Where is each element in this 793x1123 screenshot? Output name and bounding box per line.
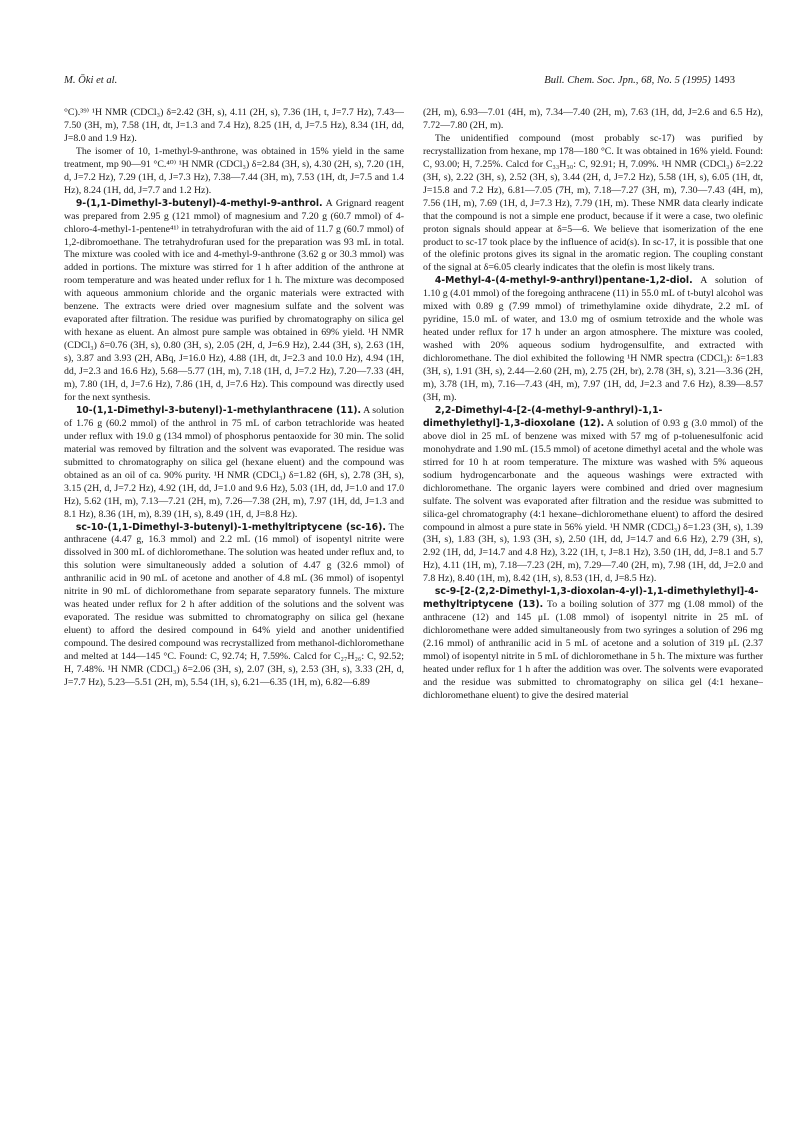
running-header: [64, 75, 735, 91]
paragraph: [64, 198, 404, 405]
paragraph-text: °C).³⁹⁾ ¹H NMR (CDCl₃) δ=2.42 (3H, s), 4.11 (2H, s), 7.36 (1H, t, J=7.7 Hz), 7.43—7.50 (3H, m), 7.58 (1H, dt, J=1.3 and 7.4 Hz), 8.25 (1H, d, J=7.5 Hz), 8.34 (1H, dd, J=8.0 and 1.9 Hz).: [64, 107, 404, 144]
paragraph: [64, 522, 404, 690]
paragraph-text: A solution of 0.93 g (3.0 mmol) of the above diol in 25 mL of benzene was mixed with 57 mg of p-toluenesulfonic acid monohydrate and 1.90 mL (15.5 mmol) of acetone dimethyl acetal and the whole was stirred for 10 h at room temperature. The mixture was washed with 5% aqueous sodium hydrogencarbonate and the aqueous washings were extracted with dichloromethane. The organic layers were combined and dried over magnesium sulfate. The solvent was evaporated after filtration and the residue was submitted to silica-gel chromatography (4:1 hexane–dichloromethane eluent) to afford the desired compound in almost a pure state in 56% yield. ¹H NMR (CDCl₃) δ=1.23 (3H, s), 1.39 (3H, s), 1.83 (3H, s), 1.93 (3H, s), 2.50 (1H, dd, J=14.7 and 6.6 Hz), 2.79 (3H, s), 2.92 (1H, dd, J=14.7 and 4.8 Hz), 3.22 (1H, t, J=8.1 Hz), 3.50 (1H, dd, J=8.1 and 5.7 Hz), 4.11 (1H, m), 7.18—7.23 (2H, m), 7.29—7.40 (2H, m), 7.98 (1H, dd, J=2.0 and 7.8 Hz), 8.40 (1H, m), 8.42 (1H, s), 8.53 (1H, d, J=8.5 Hz).: [423, 417, 763, 585]
paragraph: [423, 275, 763, 405]
header-citation: [544, 75, 735, 86]
section-heading: 2,2-Dimethyl-4-[2-(4-methyl-9-anthryl)-1,1-dimethylethyl]-1,3-dioxolane (12).: [423, 404, 663, 429]
right-column: [423, 107, 763, 1107]
paragraph-text: The unidentified compound (most probably sc-17) was purified by recrystallization from hexane, mp 178—180 °C. It was obtained in 16% yield. Found: C, 93.00; H, 7.25%. Calcd for C₃₃H₃₀: C, 92.91; H, 7.09%. ¹H NMR (CDCl₃) δ=2.22 (3H, s), 2.22 (3H, s), 2.52 (3H, s), 3.44 (2H, d, J=7.2 Hz), 5.58 (1H, s), 6.05 (1H, dt, J=15.8 and 7.2 Hz), 6.81—7.05 (7H, m), 7.18—7.27 (3H, m), 7.30—7.43 (4H, m), 7.56 (1H, m), 7.69 (1H, d, J=7.3 Hz), 7.79 (1H, m). These NMR data clearly indicate that the compound is not a simple ene product, because if it were a case, two olefinic proton signals should appear at δ=5—6. We believe that isomerization of the ene product to sc-17 took place by the influence of acid(s). In sc-17, it is possible that one of the olefinic protons gives its signal in the aromatic region. The coupling constant of the signal at δ=6.05 clearly indicates that the olefin is most likely trans.: [423, 132, 763, 274]
page-number: 1493: [713, 75, 735, 86]
header-journal: Bull. Chem. Soc. Jpn., 68, No. 5 (1995): [544, 75, 711, 86]
paragraph-text: A solution of 1.76 g (60.2 mmol) of the anthrol in 75 mL of carbon tetrachloride was heated under reflux with 19.0 g (134 mmol) of phosphorus pentaoxide for 30 min. The solid material was removed by filtration and the solvent was evaporated. The residue was submitted to chromatography on silica gel (hexane eluent) and the compound was obtained as an oil of ca. 90% purity. ¹H NMR (CDCl₃) δ=1.82 (6H, s), 2.78 (3H, s), 3.15 (2H, d, J=7.2 Hz), 4.92 (1H, dd, J=1.0 and 9.6 Hz), 5.03 (1H, dd, J=1.0 and 17.0 Hz), 5.62 (1H, m), 7.13—7.21 (2H, m), 7.26—7.38 (2H, m), 7.97 (1H, dd, J=1.3 and 8.1 Hz), 8.36 (1H, m), 8.39 (1H, s), 8.49 (1H, d, J=8.8 Hz).: [64, 404, 404, 520]
header-authors: M. Ōki et al.: [64, 75, 118, 86]
paragraph-text: The anthracene (4.47 g, 16.3 mmol) and 2.2 mL (16 mmol) of isopentyl nitrite were dissolved in 300 mL of dichloromethane. The solution was heated under reflux and, to this solution were simultaneously added a solution of 4.47 g (32.6 mmol) of anthranilic acid in 90 mL of acetone and another of 4.8 mL (36 mmol) of isopentyl nitrite in 90 mL of dichloromethane from separate separatory funnels. The mixture was heated under reflux for 2 h after addition of the solutions and the solvent was evaporated. The residue was submitted to chromatography on silica gel (hexane eluent) to afford the desired compound in 64% yield and another unidentified compound. The desired compound was recrystallized from methanol-dichloromethane and melted at 144—145 °C. Found: C, 92.74; H, 7.59%. Calcd for C₂₇H₂₆: C, 92.52; H, 7.48%. ¹H NMR (CDCl₃) δ=2.06 (3H, s), 2.07 (3H, s), 2.53 (3H, s), 3.33 (2H, d, J=7.7 Hz), 5.23—5.51 (2H, m), 5.54 (1H, s), 6.21—6.35 (1H, m), 6.82—6.89: [64, 521, 404, 688]
paragraph: [423, 586, 763, 703]
paragraph: [423, 133, 763, 275]
paragraph: [423, 107, 763, 133]
paragraph-text: A solution of 1.10 g (4.01 mmol) of the foregoing anthracene (11) in 55.0 mL of t-butyl alcohol was mixed with 0.89 g (7.99 mmol) of trimethylamine oxide dihydrate, 2.2 mL of pyridine, 15.0 mL of water, and 13.0 mg of osmium tetroxide and the whole was heated under reflux for 17 h under an argon atmosphere. The mixture was cooled, washed with 20% aqueous sodium hydrogensulfite, and extracted with dichloromethane. The diol exhibited the following ¹H NMR spectra (CDCl₃): δ=1.83 (3H, s), 1.91 (3H, s), 2.44—2.60 (2H, m), 2.75 (2H, br), 2.78 (3H, s), 3.21—3.36 (2H, m), 3.78 (1H, m), 7.16—7.43 (4H, m), 7.97 (1H, dd, J=2.3 and 7.6 Hz), 8.39—8.57 (3H, m).: [423, 275, 763, 403]
section-heading: 9-(1,1-Dimethyl-3-butenyl)-4-methyl-9-anthrol.: [75, 197, 323, 209]
paragraph-text: A Grignard reagent was prepared from 2.95 g (121 mmol) of magnesium and 7.20 g (60.7 mmol) of 4-chloro-4-methyl-1-pentene⁴¹⁾ in tetrahydrofuran with the aid of 11.7 g (60.7 mmol) of 1,2-dibromoethane. The tetrahydrofuran used for the preparation was 93 mL in total. The mixture was cooled with ice and 4-methyl-9-anthrone (3.62 g or 30.3 mmol) was added in portions. The mixture was stirred for 1 h after addition of the anthrone at room temperature and was heated under reflux for 1 h. The mixture was decomposed with aqueous ammonium chloride and the organic materials were extracted with benzene. The extracts were dried over magnesium sulfate and the solvent was evaporated after filtration. The residue was purified by chromatography on silica gel with hexane as eluent. An almost pure sample was obtained in 69% yield. ¹H NMR (CDCl₃) δ=0.76 (3H, s), 0.80 (3H, s), 2.05 (2H, d, J=6.9 Hz), 2.44 (3H, s), 2.63 (1H, s), 3.87 and 3.93 (2H, ABq, J=16.0 Hz), 4.88 (1H, dt, J=2.3 and 10.0 Hz), 4.94 (1H, dd, J=2.3 and 16.6 Hz), 5.68—5.77 (1H, m), 7.18 (1H, d, J=7.2 Hz), 7.20—7.33 (4H, m), 7.80 (1H, d, J=7.6 Hz), 7.86 (1H, d, J=7.6 Hz). This compound was directly used for the next synthesis.: [64, 197, 404, 403]
paragraph-text: To a boiling solution of 377 mg (1.08 mmol) of the anthracene (12) and 145 μL (1.08 mmol) of isopentyl nitrite in 25 mL of dichloromethane were added simultaneously from two syringes a solution of 296 mg (2.16 mmol) of anthranilic acid in 5 mL of acetone and a solution of 319 μL (2.37 mmol) of isopentyl nitrite in 5 mL of dichloromethane in 5 h. The mixture was further heated under reflux for 1 h after the addition was over. The solvents were evaporated and the residue was submitted to chromatography on silica gel (4:1 hexane–dichloromethane eluent) to give the desired material: [423, 599, 763, 701]
paragraph-text: The isomer of 10, 1-methyl-9-anthrone, was obtained in 15% yield in the same treatment, mp 90—91 °C.⁴⁰⁾ ¹H NMR (CDCl₃) δ=2.84 (3H, s), 4.30 (2H, s), 7.20 (1H, d, J=7.2 Hz), 7.29 (1H, d, J=7.3 Hz), 7.38—7.44 (3H, m), 7.53 (1H, dt, J=7.5 and 1.4 Hz), 8.24 (1H, dd, J=7.7 and 1.2 Hz).: [64, 145, 404, 196]
section-heading: 10-(1,1-Dimethyl-3-butenyl)-1-methylanthracene (11).: [75, 404, 362, 416]
paragraph: [64, 107, 404, 146]
section-heading: sc-10-(1,1-Dimethyl-3-butenyl)-1-methyltriptycene (sc-16).: [75, 521, 386, 533]
section-heading: 4-Methyl-4-(4-methyl-9-anthryl)pentane-1,2-diol.: [434, 275, 693, 287]
section-heading: sc-9-[2-(2,2-Dimethyl-1,3-dioxolan-4-yl)-1,1-dimethylethyl]-4-methyltriptycene (13).: [423, 586, 759, 611]
paragraph: [64, 405, 404, 522]
left-column: [64, 107, 404, 1107]
paragraph: [64, 146, 404, 198]
paragraph-text: (2H, m), 6.93—7.01 (4H, m), 7.34—7.40 (2H, m), 7.63 (1H, dd, J=2.6 and 6.5 Hz), 7.72—7.80 (2H, m).: [423, 107, 763, 131]
paragraph: [423, 405, 763, 586]
